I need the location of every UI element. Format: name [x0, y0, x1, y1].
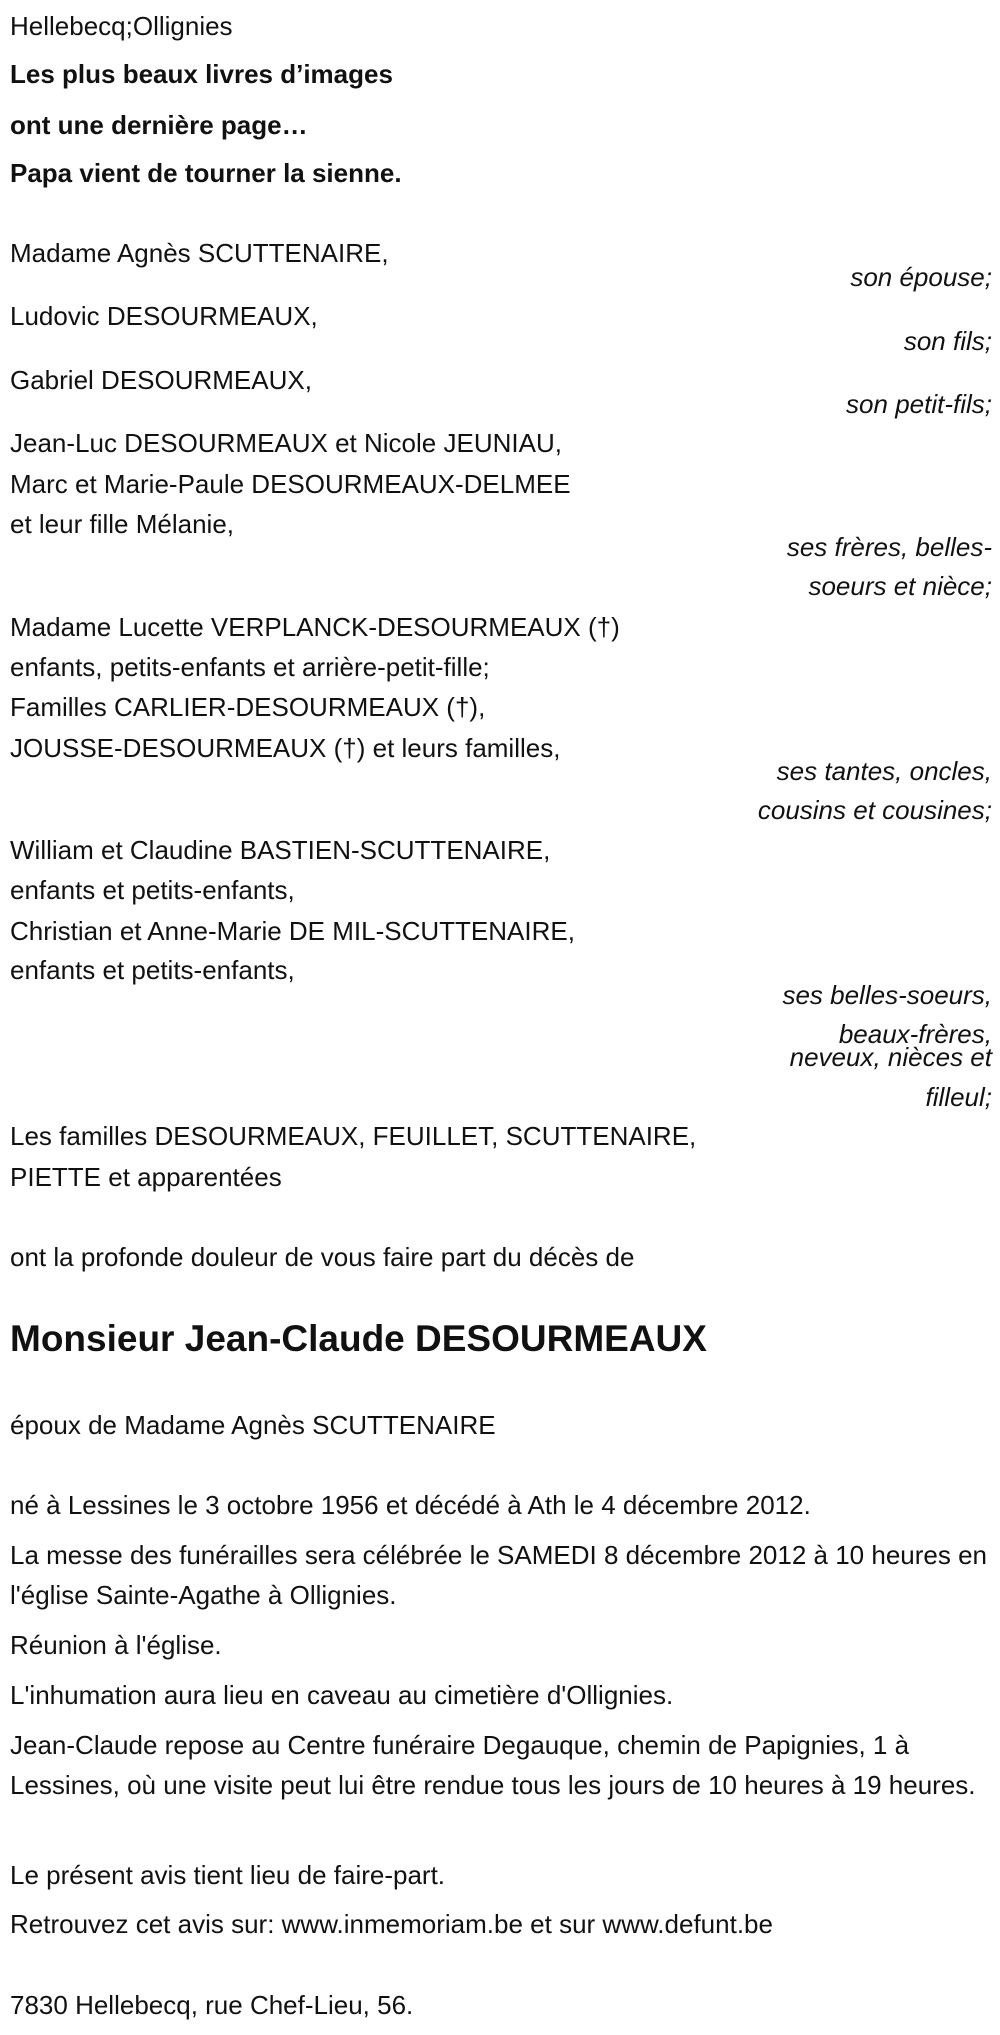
family-name: enfants et petits-enfants,: [10, 955, 295, 985]
quote-line: Papa vient de tourner la sienne.: [10, 158, 402, 188]
quote-line: ont une dernière page…: [10, 110, 308, 140]
family-relation: son épouse;: [850, 262, 992, 292]
detail-funeral-mass: La messe des funérailles sera célébrée le SAMEDI 8 décembre 2012 à 10 heures en l'église Sainte-Agathe à Ollignies.: [10, 1540, 988, 1610]
family-relation: soeurs et nièce;: [808, 571, 992, 601]
family-name: Jean-Luc DESOURMEAUX et Nicole JEUNIAU,: [10, 428, 562, 458]
family-name: Madame Lucette VERPLANCK-DESOURMEAUX (†): [10, 612, 620, 642]
deceased-name: Monsieur Jean-Claude DESOURMEAUX: [10, 1318, 707, 1359]
family-name: enfants et petits-enfants,: [10, 875, 295, 905]
family-relation: cousins et cousines;: [757, 795, 992, 825]
detail-birth-death: né à Lessines le 3 octobre 1956 et décédé à Ath le 4 décembre 2012.: [10, 1490, 811, 1520]
family-name: Familles CARLIER-DESOURMEAUX (†),: [10, 692, 486, 722]
location: Hellebecq;Ollignies: [10, 11, 233, 41]
family-name: Ludovic DESOURMEAUX,: [10, 301, 318, 331]
family-relation: ses belles-soeurs,: [782, 980, 992, 1010]
family-relation: ses frères, belles-: [786, 532, 992, 562]
family-name: Marc et Marie-Paule DESOURMEAUX-DELMEE: [10, 469, 571, 499]
detail-meeting: Réunion à l'église.: [10, 1630, 222, 1660]
quote-line: Les plus beaux livres d’images: [10, 59, 393, 89]
spouse-line: époux de Madame Agnès SCUTTENAIRE: [10, 1410, 496, 1440]
address: 7830 Hellebecq, rue Chef-Lieu, 56.: [10, 1990, 414, 2020]
family-name: Gabriel DESOURMEAUX,: [10, 365, 312, 395]
family-relation: son petit-fils;: [846, 389, 992, 419]
detail-visit: Jean-Claude repose au Centre funéraire Degauque, chemin de Papignies, 1 à Lessines, où une visite peut lui être rendue tous les jours de 10 heures à 19 heures.: [10, 1730, 976, 1800]
family-name: Les familles DESOURMEAUX, FEUILLET, SCUTTENAIRE,: [10, 1121, 697, 1151]
detail-burial: L'inhumation aura lieu en caveau au cimetière d'Ollignies.: [10, 1680, 674, 1710]
family-relation: beaux-frères,: [838, 1019, 992, 1049]
family-name: William et Claudine BASTIEN-SCUTTENAIRE,: [10, 835, 551, 865]
family-relation: ses tantes, oncles,: [776, 756, 992, 786]
family-name: et leur fille Mélanie,: [10, 509, 234, 539]
family-name: Christian et Anne-Marie DE MIL-SCUTTENAIRE,: [10, 916, 575, 946]
detail-notice: Le présent avis tient lieu de faire-part.: [10, 1860, 446, 1890]
family-relation: son fils;: [903, 326, 992, 356]
family-relation: neveux, nièces et: [789, 1042, 992, 1072]
announcement: ont la profonde douleur de vous faire part du décès de: [10, 1242, 635, 1272]
family-name: enfants, petits-enfants et arrière-petit-fille;: [10, 652, 490, 682]
detail-websites: Retrouvez cet avis sur: www.inmemoriam.be et sur www.defunt.be: [10, 1909, 773, 1939]
family-name: Madame Agnès SCUTTENAIRE,: [10, 238, 389, 268]
family-name: JOUSSE-DESOURMEAUX (†) et leurs familles,: [10, 733, 561, 763]
family-relation: filleul;: [925, 1082, 992, 1112]
family-name: PIETTE et apparentées: [10, 1162, 282, 1192]
